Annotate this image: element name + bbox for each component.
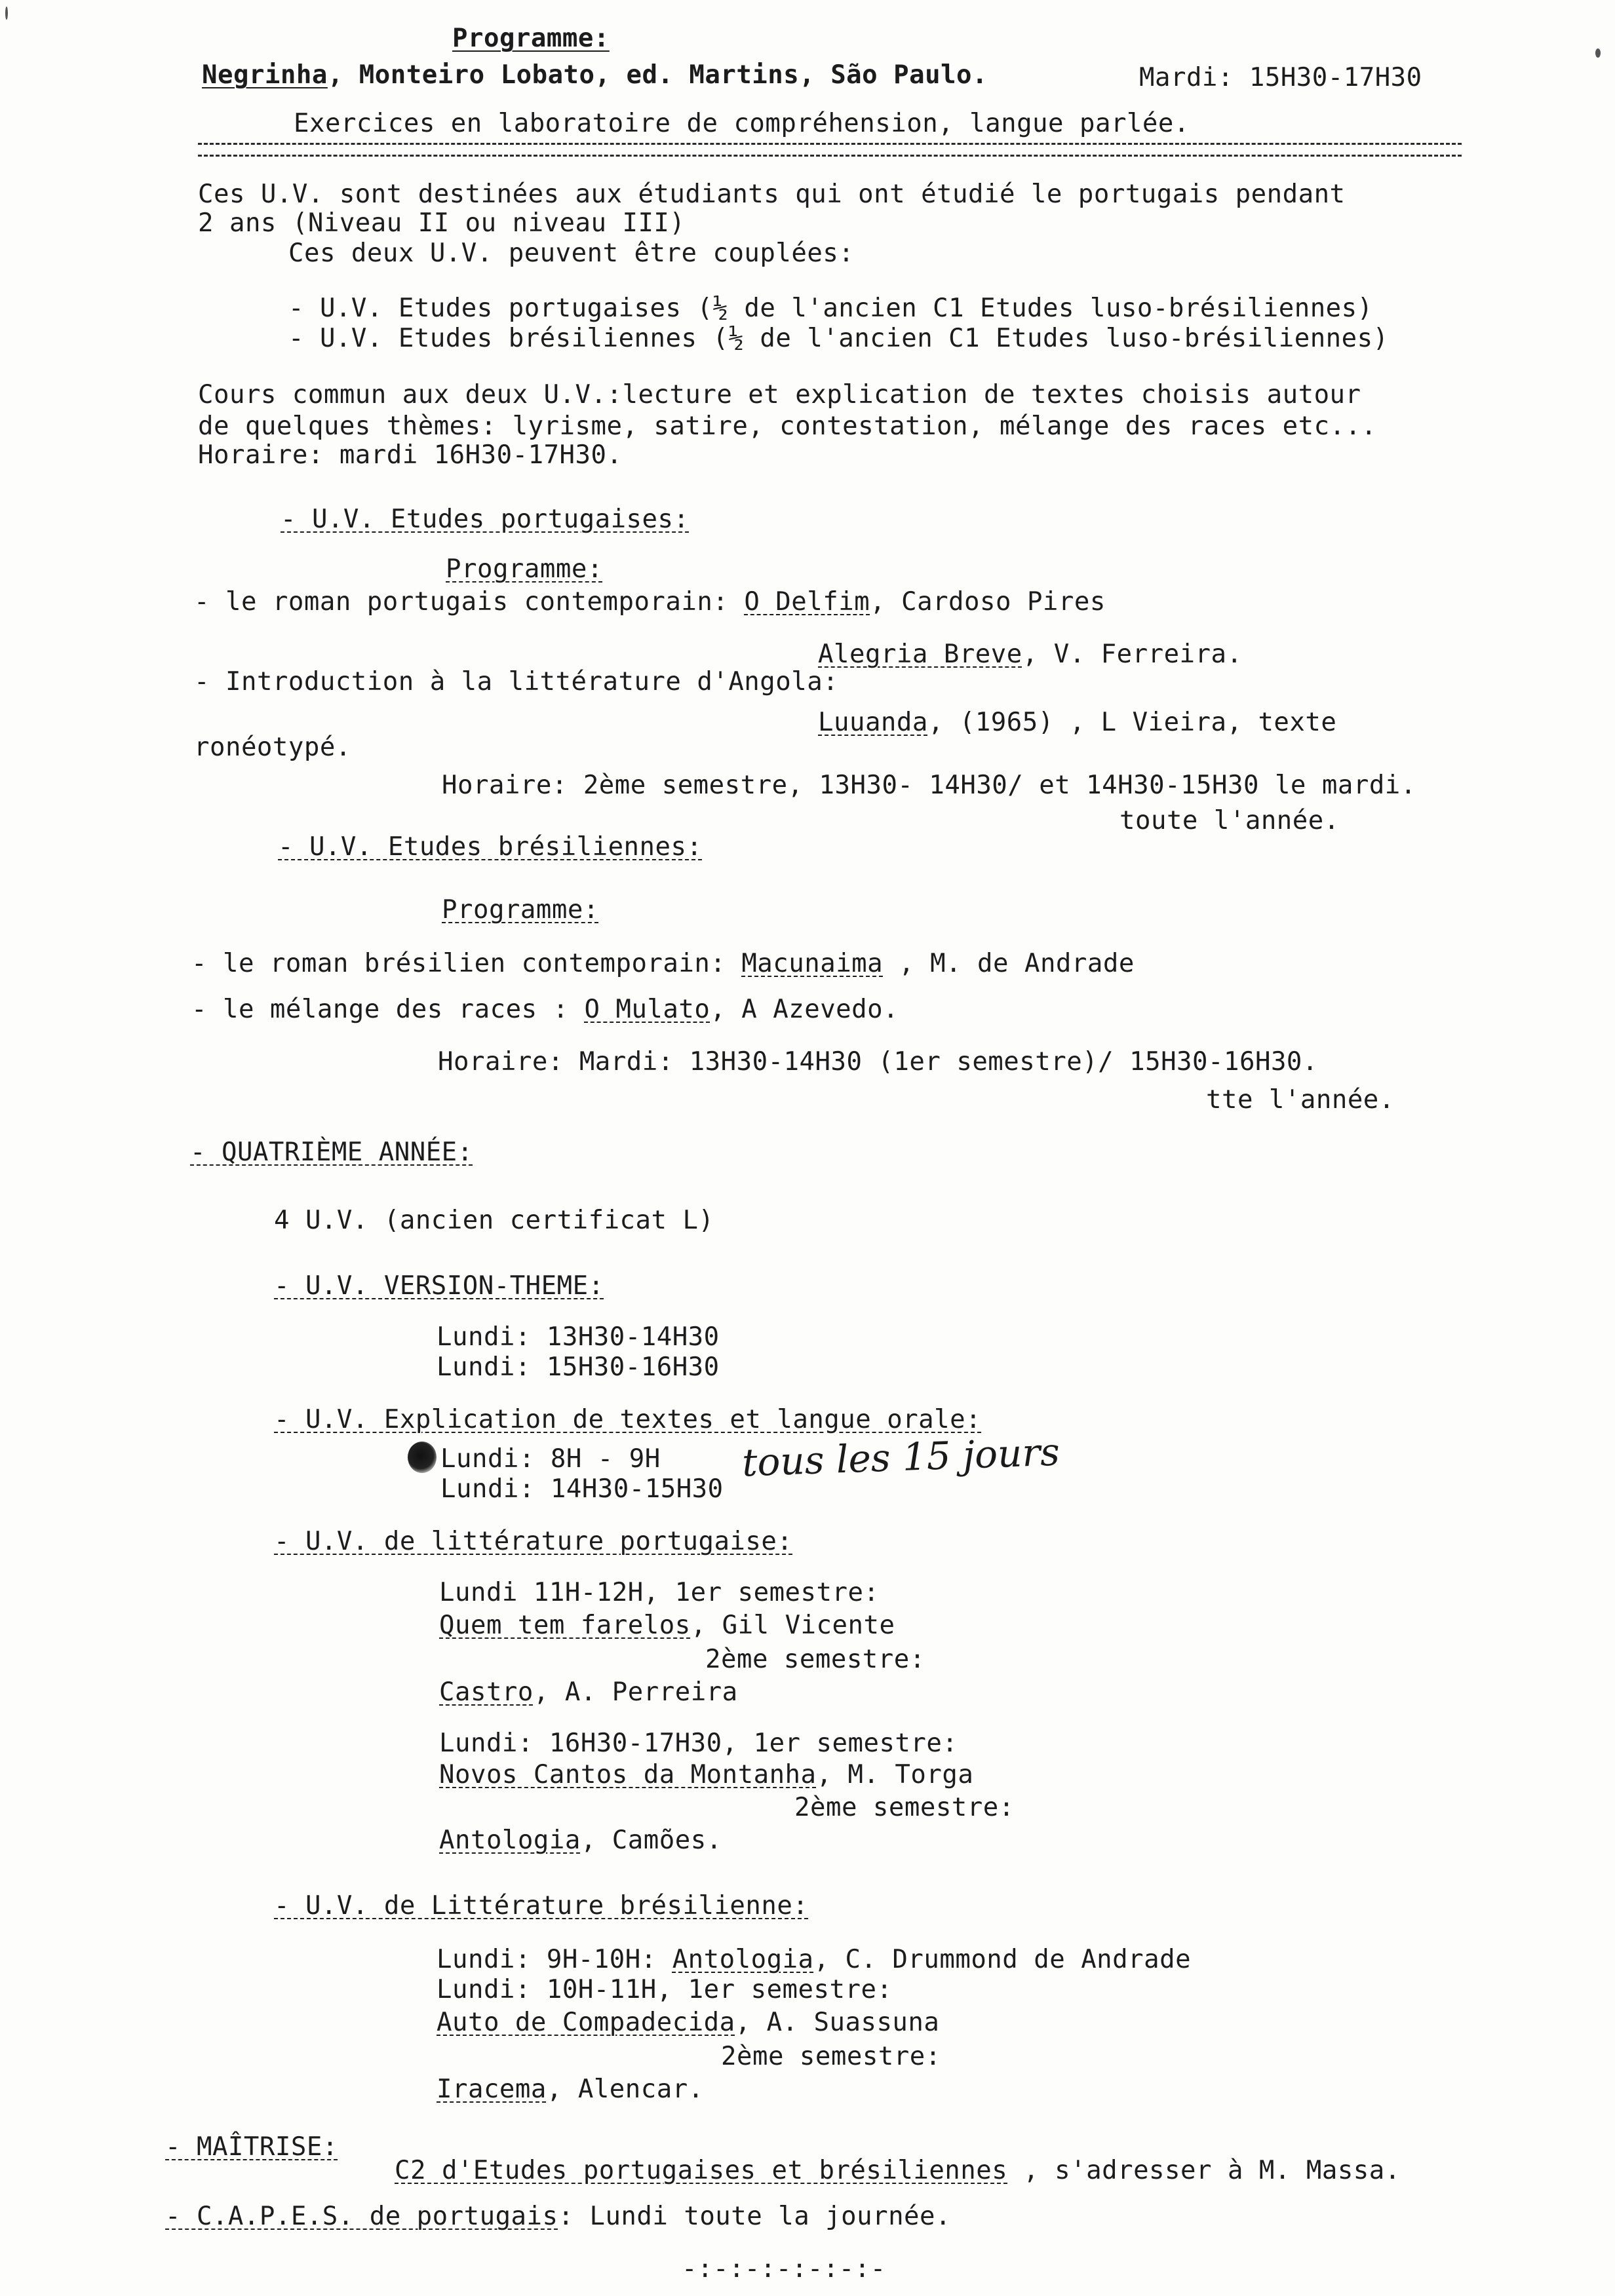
explication-heading: - U.V. Explication de textes et langue orale: [274, 1405, 982, 1434]
negrinha-line [202, 60, 988, 90]
portugaises-roneotype: ronéotypé. [194, 733, 351, 762]
negrinha-rest: , Monteiro Lobato, ed. Martins, São Paulo. [327, 60, 988, 90]
bresiliennes-melange-line [191, 995, 899, 1025]
book-antologia-camoes-author: , Camões. [580, 1826, 722, 1855]
book-luuanda: Luuanda [818, 708, 928, 737]
exercices-line: Exercices en laboratoire de compréhension, langue parlée. [294, 109, 1190, 138]
litt-bres-line-1 [437, 1945, 1191, 1975]
maitrise-line [395, 2156, 1401, 2186]
book-o-mulato: O Mulato [584, 995, 710, 1024]
cours-line-2: de quelques thèmes: lyrisme, satire, contestation, mélange des races etc... [198, 411, 1377, 441]
intro-line-1: Ces U.V. sont destinées aux étudiants qui ont étudié le portugais pendant [198, 180, 1346, 209]
litt-bres-iracema-line [437, 2075, 704, 2105]
book-auto-compadecida-author: , A. Suassuna [735, 2008, 940, 2037]
book-antologia-drummond: Antologia [672, 1945, 814, 1974]
divider-rule-2 [198, 155, 1462, 157]
bresiliennes-horaire: Horaire: Mardi: 13H30-14H30 (1er semestre)/ 15H30-16H30. [438, 1047, 1318, 1077]
version-theme-line-2: Lundi: 15H30-16H30 [437, 1352, 720, 1382]
litt-bres-line-2: Lundi: 10H-11H, 1er semestre: [437, 1975, 893, 2004]
litt-port-castro-line [439, 1677, 738, 1708]
footer-ornament: -:-:-:-:-:-:- [682, 2254, 886, 2284]
maitrise-rest: , s'adresser à M. Massa. [1007, 2156, 1401, 2185]
litt-port-semestre-2a: 2ème semestre: [705, 1645, 925, 1674]
bresiliennes-roman-prefix: - le roman brésilien contemporain: [191, 949, 742, 978]
book-antologia-camoes: Antologia [439, 1826, 581, 1855]
divider-rule-1 [198, 143, 1462, 145]
book-auto-compadecida: Auto de Compadecida [437, 2008, 735, 2037]
litt-port-quem-line [439, 1611, 895, 1641]
quatrieme-heading: - QUATRIÈME ANNÉE: [190, 1138, 473, 1167]
book-novos-cantos-author: , M. Torga [816, 1760, 974, 1789]
intro-item-1: - U.V. Etudes portugaises (½ de l'ancien C1 Etudes luso-brésiliennes) [288, 294, 1373, 323]
version-theme-line-1: Lundi: 13H30-14H30 [437, 1322, 720, 1352]
portugaises-angola: - Introduction à la littérature d'Angola: [194, 667, 839, 697]
book-macunaima: Macunaima [741, 949, 884, 978]
capes-line [165, 2202, 951, 2232]
litt-port-heading: - U.V. de littérature portugaise: [274, 1527, 793, 1556]
bresiliennes-roman-line [191, 949, 1135, 979]
book-o-delfim: O Delfim [744, 587, 870, 617]
capes-label: - C.A.P.E.S. de portugais [165, 2202, 558, 2231]
book-alegria-breve: Alegria Breve [818, 640, 1022, 669]
litt-port-line-2: Lundi: 16H30-17H30, 1er semestre: [439, 1729, 958, 1758]
litt-bres-line-1-prefix: Lundi: 9H-10H: [437, 1945, 672, 1974]
litt-port-semestre-2b: 2ème semestre: [794, 1793, 1015, 1822]
cours-line-1: Cours commun aux deux U.V.:lecture et explication de textes choisis autour [198, 380, 1361, 410]
programme-title: Programme: [452, 24, 610, 53]
book-o-mulato-author: , A Azevedo. [710, 995, 899, 1024]
scan-speck [5, 7, 8, 20]
negrinha-title: Negrinha [202, 60, 328, 90]
portugaises-roman-line [194, 587, 1106, 617]
intro-item-2: - U.V. Etudes brésiliennes (½ de l'ancien C1 Etudes luso-brésiliennes) [288, 324, 1389, 353]
portugaises-horaire-2: toute l'année. [1119, 806, 1340, 835]
bresiliennes-heading: - U.V. Etudes brésiliennes: [278, 832, 703, 862]
bresiliennes-melange-prefix: - le mélange des races : [191, 995, 585, 1024]
intro-line-3: Ces deux U.V. peuvent être couplées: [288, 239, 855, 268]
portugaises-horaire: Horaire: 2ème semestre, 13H30- 14H30/ et 14H30-15H30 le mardi. [442, 771, 1416, 800]
book-alegria-breve-author: , V. Ferreira. [1022, 640, 1243, 669]
scan-speck [1595, 48, 1601, 58]
book-castro-author: , A. Perreira [533, 1677, 738, 1707]
capes-rest: : Lundi toute la journée. [558, 2202, 951, 2231]
portugaises-heading: - U.V. Etudes portugaises: [281, 505, 690, 534]
litt-bres-heading: - U.V. de Littérature brésilienne: [274, 1891, 809, 1921]
portugaises-roman-prefix: - le roman portugais contemporain: [194, 587, 745, 617]
litt-port-novos-line [439, 1760, 973, 1790]
ink-blot [408, 1442, 437, 1473]
book-novos-cantos: Novos Cantos da Montanha [439, 1760, 817, 1789]
quatrieme-uv: 4 U.V. (ancien certificat L) [274, 1206, 714, 1235]
portugaises-programme: Programme: [446, 554, 603, 584]
bresiliennes-programme: Programme: [442, 895, 599, 925]
book-macunaima-author: , M. de Andrade [883, 949, 1135, 978]
handwritten-note: tous les 15 jours [741, 1429, 1060, 1485]
book-o-delfim-author: , Cardoso Pires [870, 587, 1106, 617]
litt-port-line-1: Lundi 11H-12H, 1er semestre: [439, 1578, 880, 1607]
portugaises-alegria-line [818, 640, 1242, 670]
portugaises-luuanda-line [818, 708, 1336, 738]
book-castro: Castro [439, 1677, 534, 1707]
book-iracema: Iracema [437, 2075, 547, 2104]
mardi-schedule: Mardi: 15H30-17H30 [1139, 63, 1422, 92]
book-quem-tem-farelos-author: , Gil Vicente [690, 1611, 895, 1640]
litt-bres-auto-line [437, 2008, 939, 2038]
book-quem-tem-farelos: Quem tem farelos [439, 1611, 691, 1640]
book-antologia-drummond-author: , C. Drummond de Andrade [813, 1945, 1192, 1974]
bresiliennes-horaire-2: tte l'année. [1206, 1085, 1395, 1115]
maitrise-label: - MAÎTRISE: [165, 2132, 338, 2162]
explication-line-2: Lundi: 14H30-15H30 [440, 1474, 724, 1504]
book-iracema-author: , Alencar. [546, 2075, 704, 2104]
intro-line-2: 2 ans (Niveau II ou niveau III) [198, 208, 686, 238]
cours-horaire: Horaire: mardi 16H30-17H30. [198, 440, 623, 470]
version-theme-heading: - U.V. VERSION-THEME: [274, 1271, 604, 1301]
litt-port-antologia-line [439, 1826, 722, 1856]
litt-bres-semestre-2: 2ème semestre: [721, 2042, 941, 2071]
explication-line-1: Lundi: 8H - 9H [440, 1444, 661, 1474]
maitrise-c2: C2 d'Etudes portugaises et brésiliennes [395, 2156, 1008, 2185]
book-luuanda-rest: , (1965) , L Vieira, texte [927, 708, 1337, 737]
